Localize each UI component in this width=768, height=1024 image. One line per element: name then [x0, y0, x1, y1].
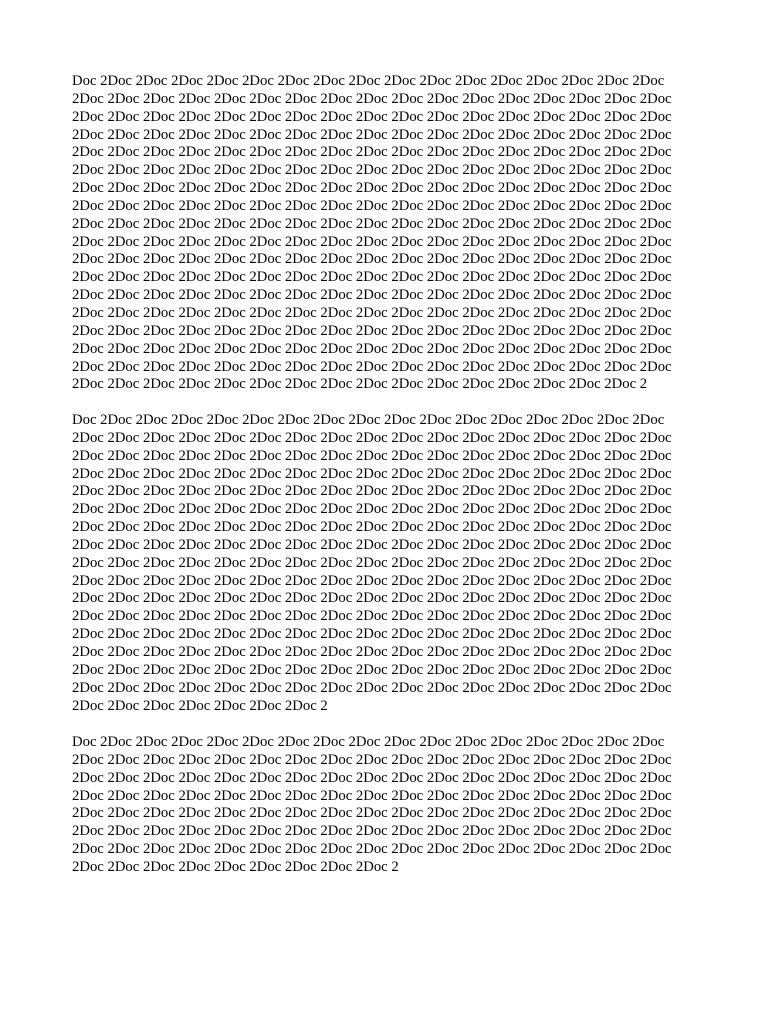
text-line: 2Doc 2Doc 2Doc 2Doc 2Doc 2Doc 2Doc 2Doc 2Doc 2Doc 2Doc 2Doc 2Doc 2Doc 2Doc 2Doc 2Doc	[72, 769, 672, 786]
text-line: 2Doc 2Doc 2Doc 2Doc 2Doc 2Doc 2Doc 2Doc 2Doc 2Doc 2Doc 2Doc 2Doc 2Doc 2Doc 2Doc 2Doc	[72, 823, 672, 840]
text-line: 2Doc 2Doc 2Doc 2Doc 2Doc 2Doc 2Doc 2Doc 2Doc 2	[72, 858, 399, 875]
text-line: 2Doc 2Doc 2Doc 2Doc 2Doc 2Doc 2Doc 2Doc 2Doc 2Doc 2Doc 2Doc 2Doc 2Doc 2Doc 2Doc 2Doc	[72, 126, 672, 143]
text-line: 2Doc 2Doc 2Doc 2Doc 2Doc 2Doc 2Doc 2Doc 2Doc 2Doc 2Doc 2Doc 2Doc 2Doc 2Doc 2Doc 2Doc	[72, 90, 672, 107]
text-line: 2Doc 2Doc 2Doc 2Doc 2Doc 2Doc 2Doc 2Doc 2Doc 2Doc 2Doc 2Doc 2Doc 2Doc 2Doc 2Doc 2Doc	[72, 287, 672, 304]
text-line: 2Doc 2Doc 2Doc 2Doc 2Doc 2Doc 2Doc 2Doc 2Doc 2Doc 2Doc 2Doc 2Doc 2Doc 2Doc 2Doc 2Doc	[72, 572, 672, 589]
text-line: 2Doc 2Doc 2Doc 2Doc 2Doc 2Doc 2Doc 2Doc 2Doc 2Doc 2Doc 2Doc 2Doc 2Doc 2Doc 2Doc 2Doc	[72, 661, 672, 678]
text-line: 2Doc 2Doc 2Doc 2Doc 2Doc 2Doc 2Doc 2Doc 2Doc 2Doc 2Doc 2Doc 2Doc 2Doc 2Doc 2Doc 2Doc	[72, 447, 672, 464]
text-line: 2Doc 2Doc 2Doc 2Doc 2Doc 2Doc 2Doc 2Doc 2Doc 2Doc 2Doc 2Doc 2Doc 2Doc 2Doc 2Doc 2Doc	[72, 608, 672, 625]
text-line: 2Doc 2Doc 2Doc 2Doc 2Doc 2Doc 2Doc 2Doc 2Doc 2Doc 2Doc 2Doc 2Doc 2Doc 2Doc 2Doc 2Doc	[72, 465, 672, 482]
text-line: 2Doc 2Doc 2Doc 2Doc 2Doc 2Doc 2Doc 2Doc 2Doc 2Doc 2Doc 2Doc 2Doc 2Doc 2Doc 2Doc 2Doc	[72, 144, 672, 161]
text-line: 2Doc 2Doc 2Doc 2Doc 2Doc 2Doc 2Doc 2Doc 2Doc 2Doc 2Doc 2Doc 2Doc 2Doc 2Doc 2Doc 2Doc	[72, 304, 672, 321]
text-line: 2Doc 2Doc 2Doc 2Doc 2Doc 2Doc 2Doc 2	[72, 697, 328, 714]
text-line: 2Doc 2Doc 2Doc 2Doc 2Doc 2Doc 2Doc 2Doc 2Doc 2Doc 2Doc 2Doc 2Doc 2Doc 2Doc 2Doc 2Doc	[72, 340, 672, 357]
text-line: 2Doc 2Doc 2Doc 2Doc 2Doc 2Doc 2Doc 2Doc 2Doc 2Doc 2Doc 2Doc 2Doc 2Doc 2Doc 2Doc 2Doc	[72, 751, 672, 768]
text-line: 2Doc 2Doc 2Doc 2Doc 2Doc 2Doc 2Doc 2Doc 2Doc 2Doc 2Doc 2Doc 2Doc 2Doc 2Doc 2Doc 2Doc	[72, 269, 672, 286]
text-line: 2Doc 2Doc 2Doc 2Doc 2Doc 2Doc 2Doc 2Doc 2Doc 2Doc 2Doc 2Doc 2Doc 2Doc 2Doc 2Doc 2Doc	[72, 501, 672, 518]
text-line: Doc 2Doc 2Doc 2Doc 2Doc 2Doc 2Doc 2Doc 2Doc 2Doc 2Doc 2Doc 2Doc 2Doc 2Doc 2Doc 2Doc	[72, 412, 665, 428]
text-line: Doc 2Doc 2Doc 2Doc 2Doc 2Doc 2Doc 2Doc 2Doc 2Doc 2Doc 2Doc 2Doc 2Doc 2Doc 2Doc 2Doc	[72, 73, 665, 89]
text-line: 2Doc 2Doc 2Doc 2Doc 2Doc 2Doc 2Doc 2Doc 2Doc 2Doc 2Doc 2Doc 2Doc 2Doc 2Doc 2Doc 2Doc	[72, 643, 672, 660]
text-line: Doc 2Doc 2Doc 2Doc 2Doc 2Doc 2Doc 2Doc 2Doc 2Doc 2Doc 2Doc 2Doc 2Doc 2Doc 2Doc 2Doc	[72, 734, 665, 750]
text-line: 2Doc 2Doc 2Doc 2Doc 2Doc 2Doc 2Doc 2Doc 2Doc 2Doc 2Doc 2Doc 2Doc 2Doc 2Doc 2Doc 2Doc	[72, 554, 672, 571]
text-line: 2Doc 2Doc 2Doc 2Doc 2Doc 2Doc 2Doc 2Doc 2Doc 2Doc 2Doc 2Doc 2Doc 2Doc 2Doc 2Doc 2Doc	[72, 429, 672, 446]
text-line: 2Doc 2Doc 2Doc 2Doc 2Doc 2Doc 2Doc 2Doc 2Doc 2Doc 2Doc 2Doc 2Doc 2Doc 2Doc 2Doc 2Doc	[72, 108, 672, 125]
text-line: 2Doc 2Doc 2Doc 2Doc 2Doc 2Doc 2Doc 2Doc 2Doc 2Doc 2Doc 2Doc 2Doc 2Doc 2Doc 2Doc 2Doc	[72, 358, 672, 375]
text-line: 2Doc 2Doc 2Doc 2Doc 2Doc 2Doc 2Doc 2Doc 2Doc 2Doc 2Doc 2Doc 2Doc 2Doc 2Doc 2Doc 2Doc	[72, 322, 672, 339]
paragraph-3	[72, 734, 696, 877]
text-line: 2Doc 2Doc 2Doc 2Doc 2Doc 2Doc 2Doc 2Doc 2Doc 2Doc 2Doc 2Doc 2Doc 2Doc 2Doc 2Doc 2Doc	[72, 215, 672, 232]
paragraph-2	[72, 412, 696, 715]
text-line: 2Doc 2Doc 2Doc 2Doc 2Doc 2Doc 2Doc 2Doc 2Doc 2Doc 2Doc 2Doc 2Doc 2Doc 2Doc 2Doc 2Doc	[72, 787, 672, 804]
text-line: 2Doc 2Doc 2Doc 2Doc 2Doc 2Doc 2Doc 2Doc 2Doc 2Doc 2Doc 2Doc 2Doc 2Doc 2Doc 2Doc 2Doc	[72, 519, 672, 536]
text-line: 2Doc 2Doc 2Doc 2Doc 2Doc 2Doc 2Doc 2Doc 2Doc 2Doc 2Doc 2Doc 2Doc 2Doc 2Doc 2Doc 2Doc	[72, 233, 672, 250]
text-line: 2Doc 2Doc 2Doc 2Doc 2Doc 2Doc 2Doc 2Doc 2Doc 2Doc 2Doc 2Doc 2Doc 2Doc 2Doc 2Doc 2Doc	[72, 841, 672, 858]
text-line: 2Doc 2Doc 2Doc 2Doc 2Doc 2Doc 2Doc 2Doc 2Doc 2Doc 2Doc 2Doc 2Doc 2Doc 2Doc 2Doc 2Doc	[72, 162, 672, 179]
text-line: 2Doc 2Doc 2Doc 2Doc 2Doc 2Doc 2Doc 2Doc 2Doc 2Doc 2Doc 2Doc 2Doc 2Doc 2Doc 2Doc 2Doc	[72, 483, 672, 500]
text-line: 2Doc 2Doc 2Doc 2Doc 2Doc 2Doc 2Doc 2Doc 2Doc 2Doc 2Doc 2Doc 2Doc 2Doc 2Doc 2Doc 2Doc	[72, 536, 672, 553]
text-line: 2Doc 2Doc 2Doc 2Doc 2Doc 2Doc 2Doc 2Doc 2Doc 2Doc 2Doc 2Doc 2Doc 2Doc 2Doc 2Doc 2Doc	[72, 679, 672, 696]
text-line: 2Doc 2Doc 2Doc 2Doc 2Doc 2Doc 2Doc 2Doc 2Doc 2Doc 2Doc 2Doc 2Doc 2Doc 2Doc 2Doc 2Doc	[72, 805, 672, 822]
text-line: 2Doc 2Doc 2Doc 2Doc 2Doc 2Doc 2Doc 2Doc 2Doc 2Doc 2Doc 2Doc 2Doc 2Doc 2Doc 2Doc 2Doc	[72, 251, 672, 268]
text-line: 2Doc 2Doc 2Doc 2Doc 2Doc 2Doc 2Doc 2Doc 2Doc 2Doc 2Doc 2Doc 2Doc 2Doc 2Doc 2Doc 2Doc	[72, 626, 672, 643]
paragraph-1	[72, 73, 696, 394]
text-line: 2Doc 2Doc 2Doc 2Doc 2Doc 2Doc 2Doc 2Doc 2Doc 2Doc 2Doc 2Doc 2Doc 2Doc 2Doc 2Doc 2Doc	[72, 197, 672, 214]
text-line: 2Doc 2Doc 2Doc 2Doc 2Doc 2Doc 2Doc 2Doc 2Doc 2Doc 2Doc 2Doc 2Doc 2Doc 2Doc 2Doc 2	[72, 376, 648, 393]
text-line: 2Doc 2Doc 2Doc 2Doc 2Doc 2Doc 2Doc 2Doc 2Doc 2Doc 2Doc 2Doc 2Doc 2Doc 2Doc 2Doc 2Doc	[72, 180, 672, 197]
text-line: 2Doc 2Doc 2Doc 2Doc 2Doc 2Doc 2Doc 2Doc 2Doc 2Doc 2Doc 2Doc 2Doc 2Doc 2Doc 2Doc 2Doc	[72, 590, 672, 607]
